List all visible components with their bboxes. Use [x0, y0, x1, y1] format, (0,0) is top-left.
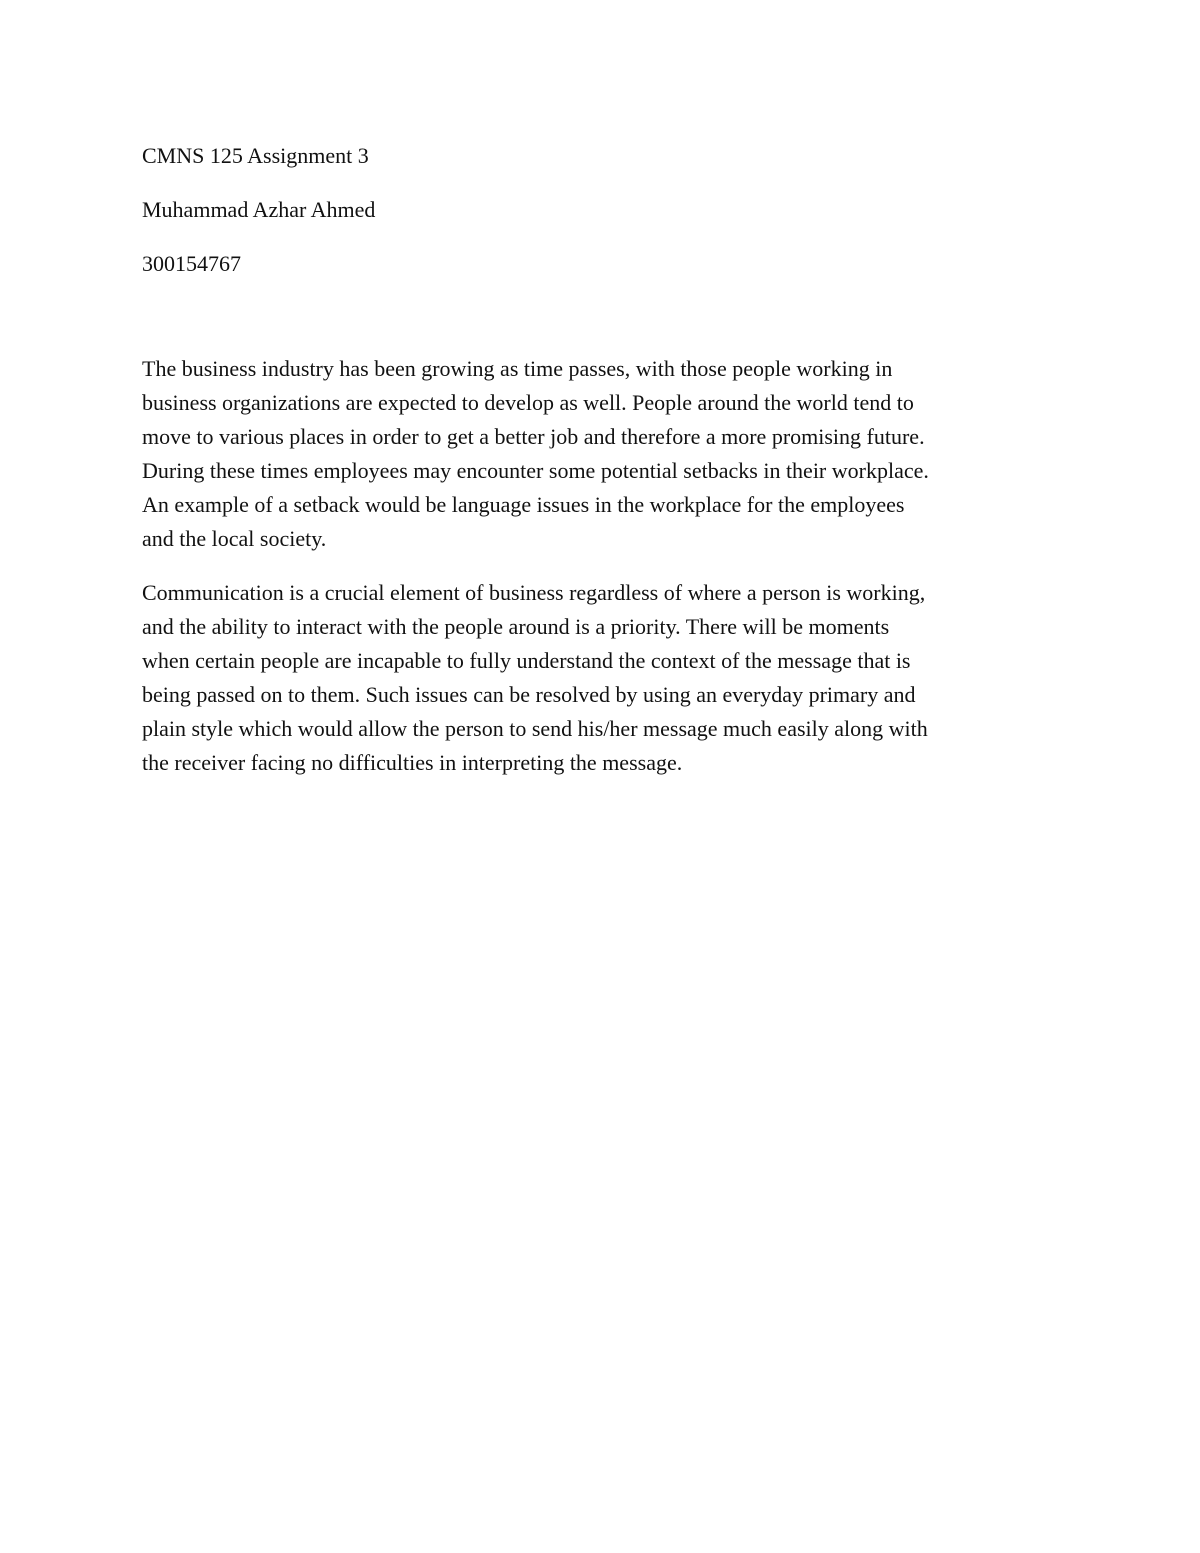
paragraph-line: An example of a setback would be language issues in the workplace for the employees [142, 492, 905, 517]
paragraph-line: During these times employees may encounter some potential setbacks in their workplace. [142, 458, 929, 483]
paragraph-line: and the ability to interact with the people around is a priority. There will be moments [142, 614, 890, 639]
paragraph-line: business organizations are expected to develop as well. People around the world tend to [142, 390, 914, 415]
student-id: 300154767 [142, 251, 241, 276]
paragraph-line: and the local society. [142, 526, 327, 551]
paragraph-2 [142, 576, 1062, 780]
paragraph-line: The business industry has been growing as time passes, with those people working in [142, 356, 893, 381]
paragraph-line: when certain people are incapable to fully understand the context of the message that is [142, 648, 911, 673]
paragraph-line: plain style which would allow the person to send his/her message much easily along with [142, 716, 928, 741]
paragraph-line: Communication is a crucial element of business regardless of where a person is working, [142, 580, 926, 605]
paragraph-line: move to various places in order to get a better job and therefore a more promising future. [142, 424, 925, 449]
paragraph-line: being passed on to them. Such issues can be resolved by using an everyday primary and [142, 682, 916, 707]
author-name: Muhammad Azhar Ahmed [142, 197, 376, 222]
course-title: CMNS 125 Assignment 3 [142, 143, 369, 168]
paragraph-line: the receiver facing no difficulties in interpreting the message. [142, 750, 683, 775]
paragraph-1 [142, 352, 1062, 556]
